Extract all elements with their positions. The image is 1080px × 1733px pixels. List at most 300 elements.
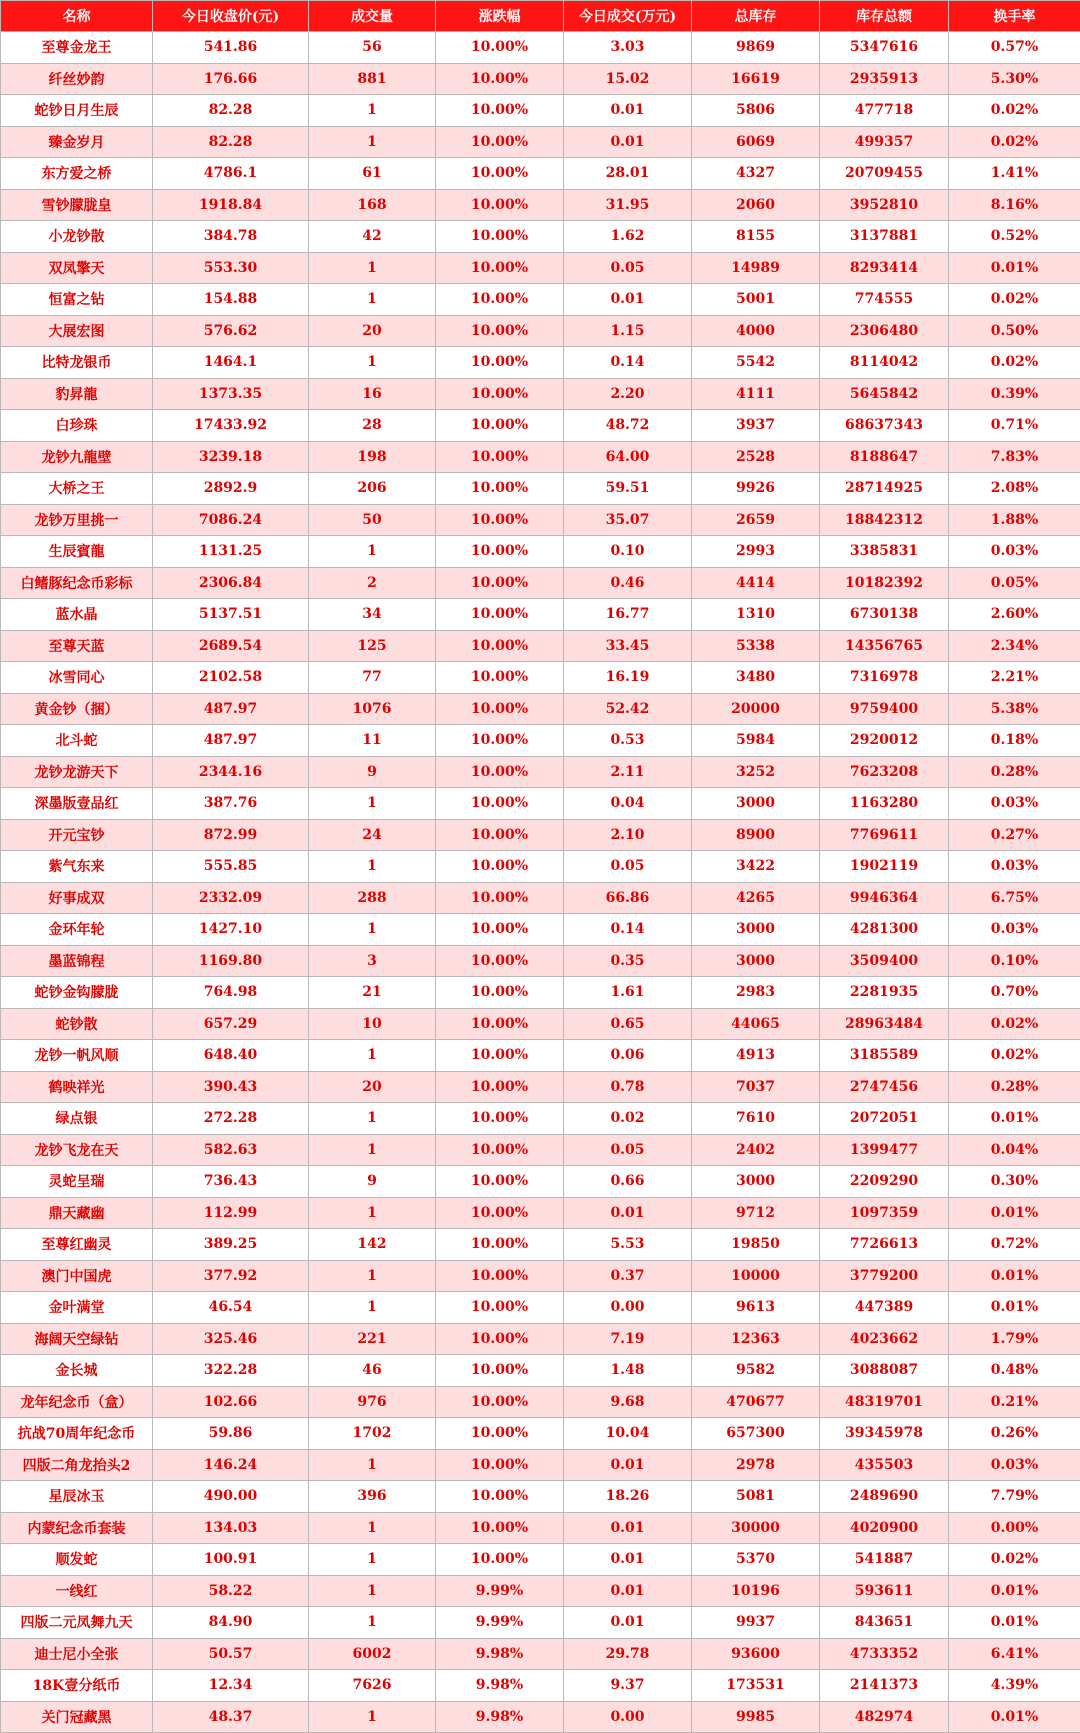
cell-total-stock: 7610 <box>692 1103 820 1135</box>
table-row <box>1 1040 1080 1072</box>
cell-turnover-amount: 33.45 <box>564 630 692 662</box>
cell-turnover-rate: 0.57% <box>949 32 1080 64</box>
cell-total-stock: 9926 <box>692 473 820 505</box>
cell-turnover-rate: 0.03% <box>949 851 1080 883</box>
cell-change: 10.00% <box>436 1481 564 1513</box>
cell-total-stock: 10000 <box>692 1260 820 1292</box>
column-header-stock-value: 库存总额 <box>820 1 949 32</box>
cell-stock-value: 1399477 <box>820 1134 949 1166</box>
cell-change: 10.00% <box>436 1103 564 1135</box>
cell-volume: 24 <box>309 819 436 851</box>
cell-name: 豹昇龍 <box>1 378 153 410</box>
column-header-turnover-amount: 今日成交(万元) <box>564 1 692 32</box>
cell-name: 蛇钞日月生辰 <box>1 95 153 127</box>
cell-turnover-amount: 0.01 <box>564 126 692 158</box>
cell-volume: 28 <box>309 410 436 442</box>
cell-turnover-rate: 2.21% <box>949 662 1080 694</box>
cell-turnover-amount: 9.68 <box>564 1386 692 1418</box>
cell-volume: 1 <box>309 1607 436 1639</box>
cell-name: 龙年纪念币（盒） <box>1 1386 153 1418</box>
table-row <box>1 1607 1080 1639</box>
cell-close-price: 7086.24 <box>153 504 309 536</box>
cell-name: 四版二角龙抬头2 <box>1 1449 153 1481</box>
cell-total-stock: 8900 <box>692 819 820 851</box>
table-row <box>1 1701 1080 1733</box>
table-row <box>1 693 1080 725</box>
cell-stock-value: 593611 <box>820 1575 949 1607</box>
cell-volume: 1 <box>309 1544 436 1576</box>
cell-name: 金叶满堂 <box>1 1292 153 1324</box>
cell-close-price: 2689.54 <box>153 630 309 662</box>
cell-stock-value: 8114042 <box>820 347 949 379</box>
table-row <box>1 410 1080 442</box>
cell-change: 10.00% <box>436 158 564 190</box>
cell-close-price: 764.98 <box>153 977 309 1009</box>
cell-turnover-rate: 0.01% <box>949 1575 1080 1607</box>
cell-turnover-amount: 1.15 <box>564 315 692 347</box>
cell-name: 白珍珠 <box>1 410 153 442</box>
cell-total-stock: 3000 <box>692 788 820 820</box>
table-row <box>1 126 1080 158</box>
table-row <box>1 189 1080 221</box>
cell-stock-value: 2935913 <box>820 63 949 95</box>
cell-close-price: 5137.51 <box>153 599 309 631</box>
cell-volume: 1 <box>309 914 436 946</box>
cell-close-price: 134.03 <box>153 1512 309 1544</box>
cell-close-price: 657.29 <box>153 1008 309 1040</box>
cell-turnover-amount: 2.20 <box>564 378 692 410</box>
table-row <box>1 1575 1080 1607</box>
cell-total-stock: 19850 <box>692 1229 820 1261</box>
cell-close-price: 487.97 <box>153 725 309 757</box>
column-header-close-price: 今日收盘价(元) <box>153 1 309 32</box>
cell-close-price: 1918.84 <box>153 189 309 221</box>
cell-name: 金环年轮 <box>1 914 153 946</box>
cell-stock-value: 2281935 <box>820 977 949 1009</box>
cell-name: 蓝水晶 <box>1 599 153 631</box>
cell-turnover-amount: 0.00 <box>564 1701 692 1733</box>
cell-total-stock: 173531 <box>692 1670 820 1702</box>
cell-close-price: 46.54 <box>153 1292 309 1324</box>
table-row <box>1 977 1080 1009</box>
cell-change: 10.00% <box>436 662 564 694</box>
cell-name: 至尊金龙王 <box>1 32 153 64</box>
cell-turnover-rate: 6.41% <box>949 1638 1080 1670</box>
cell-total-stock: 9937 <box>692 1607 820 1639</box>
cell-turnover-amount: 0.35 <box>564 945 692 977</box>
table-row <box>1 882 1080 914</box>
cell-turnover-amount: 5.53 <box>564 1229 692 1261</box>
cell-change: 10.00% <box>436 1355 564 1387</box>
cell-volume: 168 <box>309 189 436 221</box>
cell-turnover-rate: 1.88% <box>949 504 1080 536</box>
cell-close-price: 384.78 <box>153 221 309 253</box>
cell-stock-value: 435503 <box>820 1449 949 1481</box>
cell-close-price: 390.43 <box>153 1071 309 1103</box>
cell-total-stock: 5984 <box>692 725 820 757</box>
cell-close-price: 648.40 <box>153 1040 309 1072</box>
table-row <box>1 378 1080 410</box>
cell-name: 四版二元凤舞九天 <box>1 1607 153 1639</box>
cell-turnover-amount: 0.05 <box>564 851 692 883</box>
cell-turnover-rate: 0.26% <box>949 1418 1080 1450</box>
cell-volume: 6002 <box>309 1638 436 1670</box>
table-row <box>1 284 1080 316</box>
cell-total-stock: 3000 <box>692 1166 820 1198</box>
cell-close-price: 490.00 <box>153 1481 309 1513</box>
column-header-change: 涨跌幅 <box>436 1 564 32</box>
cell-turnover-rate: 0.05% <box>949 567 1080 599</box>
cell-turnover-amount: 16.19 <box>564 662 692 694</box>
table-row <box>1 252 1080 284</box>
cell-change: 10.00% <box>436 1386 564 1418</box>
cell-close-price: 387.76 <box>153 788 309 820</box>
cell-volume: 198 <box>309 441 436 473</box>
cell-close-price: 176.66 <box>153 63 309 95</box>
table-row <box>1 63 1080 95</box>
cell-name: 鼎天藏幽 <box>1 1197 153 1229</box>
cell-total-stock: 2528 <box>692 441 820 473</box>
cell-total-stock: 3480 <box>692 662 820 694</box>
cell-stock-value: 541887 <box>820 1544 949 1576</box>
cell-volume: 9 <box>309 756 436 788</box>
cell-total-stock: 10196 <box>692 1575 820 1607</box>
cell-name: 大桥之王 <box>1 473 153 505</box>
cell-stock-value: 48319701 <box>820 1386 949 1418</box>
cell-change: 10.00% <box>436 1449 564 1481</box>
cell-total-stock: 5806 <box>692 95 820 127</box>
cell-stock-value: 774555 <box>820 284 949 316</box>
cell-total-stock: 2983 <box>692 977 820 1009</box>
cell-stock-value: 9759400 <box>820 693 949 725</box>
cell-close-price: 1131.25 <box>153 536 309 568</box>
table-row <box>1 819 1080 851</box>
cell-turnover-rate: 0.04% <box>949 1134 1080 1166</box>
cell-close-price: 541.86 <box>153 32 309 64</box>
cell-change: 10.00% <box>436 284 564 316</box>
cell-turnover-amount: 0.02 <box>564 1103 692 1135</box>
cell-turnover-rate: 8.16% <box>949 189 1080 221</box>
cell-name: 绿点银 <box>1 1103 153 1135</box>
cell-turnover-rate: 0.02% <box>949 1544 1080 1576</box>
cell-name: 一线红 <box>1 1575 153 1607</box>
cell-total-stock: 4265 <box>692 882 820 914</box>
cell-turnover-amount: 52.42 <box>564 693 692 725</box>
table-row <box>1 1544 1080 1576</box>
cell-change: 10.00% <box>436 1166 564 1198</box>
cell-change: 10.00% <box>436 1512 564 1544</box>
cell-stock-value: 2209290 <box>820 1166 949 1198</box>
cell-turnover-amount: 0.01 <box>564 1197 692 1229</box>
cell-close-price: 102.66 <box>153 1386 309 1418</box>
cell-stock-value: 8188647 <box>820 441 949 473</box>
cell-turnover-rate: 0.30% <box>949 1166 1080 1198</box>
cell-name: 北斗蛇 <box>1 725 153 757</box>
cell-turnover-rate: 0.00% <box>949 1512 1080 1544</box>
cell-change: 10.00% <box>436 378 564 410</box>
cell-close-price: 3239.18 <box>153 441 309 473</box>
cell-name: 星辰冰玉 <box>1 1481 153 1513</box>
table-row <box>1 1323 1080 1355</box>
cell-close-price: 2344.16 <box>153 756 309 788</box>
cell-stock-value: 3509400 <box>820 945 949 977</box>
cell-name: 蛇钞金钩朦胧 <box>1 977 153 1009</box>
table-row <box>1 536 1080 568</box>
cell-name: 比特龙银币 <box>1 347 153 379</box>
cell-name: 至尊红幽灵 <box>1 1229 153 1261</box>
cell-stock-value: 6730138 <box>820 599 949 631</box>
cell-turnover-rate: 0.71% <box>949 410 1080 442</box>
cell-turnover-amount: 0.53 <box>564 725 692 757</box>
cell-stock-value: 2747456 <box>820 1071 949 1103</box>
cell-volume: 976 <box>309 1386 436 1418</box>
cell-name: 龙钞万里挑一 <box>1 504 153 536</box>
cell-total-stock: 5338 <box>692 630 820 662</box>
cell-turnover-amount: 0.66 <box>564 1166 692 1198</box>
cell-total-stock: 93600 <box>692 1638 820 1670</box>
cell-change: 10.00% <box>436 1544 564 1576</box>
cell-turnover-amount: 0.01 <box>564 1544 692 1576</box>
cell-stock-value: 3779200 <box>820 1260 949 1292</box>
cell-total-stock: 1310 <box>692 599 820 631</box>
cell-volume: 1 <box>309 1260 436 1292</box>
cell-close-price: 4786.1 <box>153 158 309 190</box>
cell-total-stock: 9582 <box>692 1355 820 1387</box>
cell-name: 双凤擎天 <box>1 252 153 284</box>
cell-close-price: 553.30 <box>153 252 309 284</box>
cell-stock-value: 14356765 <box>820 630 949 662</box>
table-row <box>1 1638 1080 1670</box>
table-row <box>1 1008 1080 1040</box>
cell-volume: 1 <box>309 1512 436 1544</box>
cell-turnover-amount: 0.01 <box>564 1607 692 1639</box>
cell-turnover-amount: 28.01 <box>564 158 692 190</box>
cell-name: 大展宏图 <box>1 315 153 347</box>
cell-total-stock: 7037 <box>692 1071 820 1103</box>
cell-total-stock: 3422 <box>692 851 820 883</box>
cell-volume: 142 <box>309 1229 436 1261</box>
cell-change: 10.00% <box>436 977 564 1009</box>
cell-close-price: 582.63 <box>153 1134 309 1166</box>
cell-volume: 1 <box>309 1575 436 1607</box>
cell-total-stock: 4913 <box>692 1040 820 1072</box>
cell-turnover-amount: 10.04 <box>564 1418 692 1450</box>
cell-total-stock: 9985 <box>692 1701 820 1733</box>
cell-volume: 1 <box>309 851 436 883</box>
table-row <box>1 1071 1080 1103</box>
cell-turnover-rate: 0.02% <box>949 1008 1080 1040</box>
table-row <box>1 851 1080 883</box>
cell-volume: 125 <box>309 630 436 662</box>
cell-volume: 56 <box>309 32 436 64</box>
cell-stock-value: 2141373 <box>820 1670 949 1702</box>
cell-turnover-amount: 18.26 <box>564 1481 692 1513</box>
table-row <box>1 788 1080 820</box>
cell-turnover-rate: 6.75% <box>949 882 1080 914</box>
cell-change: 10.00% <box>436 410 564 442</box>
table-row <box>1 473 1080 505</box>
cell-name: 澳门中国虎 <box>1 1260 153 1292</box>
table-row <box>1 1386 1080 1418</box>
table-row <box>1 945 1080 977</box>
cell-change: 10.00% <box>436 1292 564 1324</box>
cell-turnover-amount: 0.14 <box>564 347 692 379</box>
cell-change: 10.00% <box>436 1260 564 1292</box>
cell-total-stock: 5001 <box>692 284 820 316</box>
cell-turnover-amount: 7.19 <box>564 1323 692 1355</box>
cell-turnover-rate: 0.01% <box>949 252 1080 284</box>
cell-close-price: 84.90 <box>153 1607 309 1639</box>
cell-name: 深墨版壹品红 <box>1 788 153 820</box>
cell-close-price: 82.28 <box>153 95 309 127</box>
cell-name: 龙钞飞龙在天 <box>1 1134 153 1166</box>
table-row <box>1 1481 1080 1513</box>
table-row <box>1 504 1080 536</box>
cell-turnover-amount: 29.78 <box>564 1638 692 1670</box>
cell-total-stock: 3000 <box>692 914 820 946</box>
cell-stock-value: 9946364 <box>820 882 949 914</box>
table-row <box>1 315 1080 347</box>
cell-turnover-rate: 0.01% <box>949 1607 1080 1639</box>
cell-volume: 50 <box>309 504 436 536</box>
cell-turnover-amount: 59.51 <box>564 473 692 505</box>
cell-turnover-amount: 0.00 <box>564 1292 692 1324</box>
cell-volume: 11 <box>309 725 436 757</box>
cell-stock-value: 20709455 <box>820 158 949 190</box>
cell-close-price: 487.97 <box>153 693 309 725</box>
cell-volume: 221 <box>309 1323 436 1355</box>
cell-name: 关门冠藏黑 <box>1 1701 153 1733</box>
cell-change: 10.00% <box>436 599 564 631</box>
column-header-turnover-rate: 换手率 <box>949 1 1080 32</box>
cell-close-price: 112.99 <box>153 1197 309 1229</box>
cell-name: 紫气东来 <box>1 851 153 883</box>
cell-turnover-amount: 0.01 <box>564 284 692 316</box>
header-row <box>1 1 1080 32</box>
cell-stock-value: 4281300 <box>820 914 949 946</box>
cell-volume: 34 <box>309 599 436 631</box>
cell-turnover-rate: 0.03% <box>949 1449 1080 1481</box>
table-row <box>1 95 1080 127</box>
cell-turnover-amount: 1.48 <box>564 1355 692 1387</box>
cell-turnover-rate: 1.41% <box>949 158 1080 190</box>
cell-total-stock: 2659 <box>692 504 820 536</box>
table-row <box>1 1512 1080 1544</box>
cell-close-price: 1373.35 <box>153 378 309 410</box>
cell-change: 9.98% <box>436 1670 564 1702</box>
cell-name: 海阔天空绿钻 <box>1 1323 153 1355</box>
cell-turnover-rate: 0.39% <box>949 378 1080 410</box>
cell-volume: 1 <box>309 1701 436 1733</box>
cell-turnover-amount: 3.03 <box>564 32 692 64</box>
cell-stock-value: 482974 <box>820 1701 949 1733</box>
cell-stock-value: 2072051 <box>820 1103 949 1135</box>
table-row <box>1 1355 1080 1387</box>
cell-name: 雪钞朦胧皇 <box>1 189 153 221</box>
cell-change: 10.00% <box>436 32 564 64</box>
cell-turnover-rate: 0.03% <box>949 788 1080 820</box>
cell-volume: 1 <box>309 1134 436 1166</box>
cell-close-price: 2892.9 <box>153 473 309 505</box>
cell-change: 10.00% <box>436 1229 564 1261</box>
cell-stock-value: 28963484 <box>820 1008 949 1040</box>
table-row <box>1 1418 1080 1450</box>
cell-turnover-rate: 2.60% <box>949 599 1080 631</box>
cell-change: 9.98% <box>436 1638 564 1670</box>
cell-turnover-amount: 15.02 <box>564 63 692 95</box>
cell-name: 白鳍豚纪念币彩标 <box>1 567 153 599</box>
cell-close-price: 736.43 <box>153 1166 309 1198</box>
cell-close-price: 100.91 <box>153 1544 309 1576</box>
cell-change: 10.00% <box>436 1134 564 1166</box>
cell-total-stock: 5370 <box>692 1544 820 1576</box>
cell-turnover-rate: 0.03% <box>949 536 1080 568</box>
cell-volume: 61 <box>309 158 436 190</box>
cell-volume: 77 <box>309 662 436 694</box>
cell-change: 10.00% <box>436 945 564 977</box>
cell-total-stock: 12363 <box>692 1323 820 1355</box>
table-row <box>1 725 1080 757</box>
column-header-total-stock: 总库存 <box>692 1 820 32</box>
cell-close-price: 325.46 <box>153 1323 309 1355</box>
cell-change: 10.00% <box>436 536 564 568</box>
cell-total-stock: 20000 <box>692 693 820 725</box>
cell-turnover-rate: 0.50% <box>949 315 1080 347</box>
cell-turnover-rate: 2.08% <box>949 473 1080 505</box>
table-row <box>1 1292 1080 1324</box>
cell-stock-value: 5645842 <box>820 378 949 410</box>
cell-turnover-amount: 0.10 <box>564 536 692 568</box>
cell-turnover-amount: 0.01 <box>564 1512 692 1544</box>
cell-stock-value: 5347616 <box>820 32 949 64</box>
cell-total-stock: 9613 <box>692 1292 820 1324</box>
cell-name: 生辰賓龍 <box>1 536 153 568</box>
cell-stock-value: 3137881 <box>820 221 949 253</box>
cell-turnover-rate: 0.03% <box>949 914 1080 946</box>
cell-name: 好事成双 <box>1 882 153 914</box>
cell-volume: 1076 <box>309 693 436 725</box>
cell-stock-value: 7623208 <box>820 756 949 788</box>
cell-name: 内蒙纪念币套装 <box>1 1512 153 1544</box>
cell-name: 冰雪同心 <box>1 662 153 694</box>
table-row <box>1 1670 1080 1702</box>
table-row <box>1 32 1080 64</box>
cell-name: 18K壹分纸币 <box>1 1670 153 1702</box>
cell-change: 10.00% <box>436 882 564 914</box>
cell-stock-value: 4733352 <box>820 1638 949 1670</box>
cell-total-stock: 9712 <box>692 1197 820 1229</box>
cell-name: 恒富之钻 <box>1 284 153 316</box>
cell-stock-value: 18842312 <box>820 504 949 536</box>
cell-change: 10.00% <box>436 126 564 158</box>
cell-turnover-rate: 0.01% <box>949 1260 1080 1292</box>
cell-turnover-rate: 0.21% <box>949 1386 1080 1418</box>
cell-total-stock: 2978 <box>692 1449 820 1481</box>
cell-total-stock: 30000 <box>692 1512 820 1544</box>
cell-volume: 21 <box>309 977 436 1009</box>
cell-stock-value: 3088087 <box>820 1355 949 1387</box>
table-row <box>1 1166 1080 1198</box>
cell-name: 墨蓝锦程 <box>1 945 153 977</box>
cell-volume: 46 <box>309 1355 436 1387</box>
cell-change: 10.00% <box>436 725 564 757</box>
cell-volume: 1 <box>309 284 436 316</box>
cell-turnover-amount: 0.65 <box>564 1008 692 1040</box>
table-row <box>1 914 1080 946</box>
cell-close-price: 2306.84 <box>153 567 309 599</box>
cell-stock-value: 28714925 <box>820 473 949 505</box>
cell-stock-value: 2920012 <box>820 725 949 757</box>
